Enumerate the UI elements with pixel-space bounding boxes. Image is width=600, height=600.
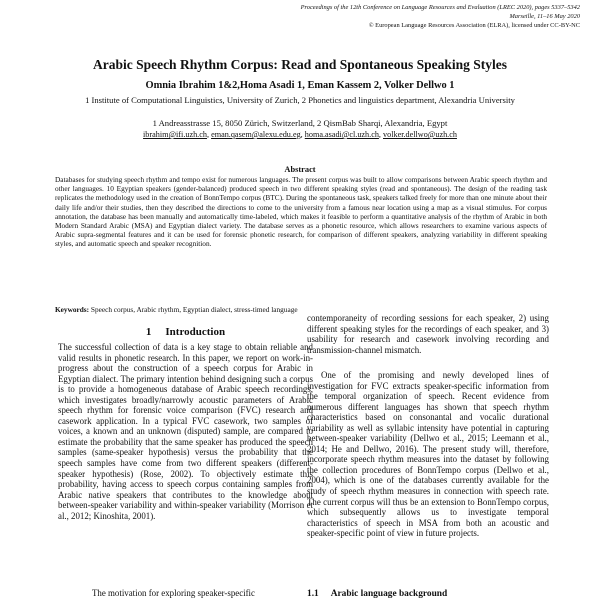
abstract-text: Databases for studying speech rhythm and tempo exist for numerous languages. The present corpus was built to allow comparisons between Arabic speech rhythm and other languages. 10 Egyptian speakers (gender-balanced) produced speech in two different speaking styles (read and spontaneous). The design of the reading task replicates the methodology used in the creation of BonnTempo corpus (BTC). During the spontaneous task, speakers talked freely for more than one minute about their daily life and/or their studies, then they described the directions to come to the university from a famous near location using a map as a visual stimulus. For corpus annotation, the database has been manually and automatically time-labeled, which makes it feasible to perform a quantitative analysis of the rhythm of Arabic in both Modern Standard Arabic (MSA) and Egyptian dialect variety. The database serves as a phonetic resource, which allows researchers to examine various aspects of Arabic supra-segmental features and it can be used for forensic phonetic research, for comparison of different speakers, analyzing variability in different speaking styles, and automatic speech and speaker recognition. — [55, 175, 547, 249]
abstract-heading: Abstract — [284, 165, 316, 174]
paper-title: Arabic Speech Rhythm Corpus: Read and Spontaneous Speaking Styles — [92, 57, 508, 72]
email-link-kassem[interactable]: eman.qasem@alexu.edu.eg — [211, 130, 301, 139]
section-heading-introduction — [58, 326, 313, 338]
email-link-asadi[interactable]: homa.asadi@cl.uzh.ch — [304, 130, 379, 139]
subsection-heading — [307, 589, 447, 599]
author-list: Omnia Ibrahim 1&2,Homa Asadi 1, Eman Kassem 2, Volker Dellwo 1 — [145, 80, 455, 91]
intro-left-paragraph-2: The motivation for exploring speaker-specific — [92, 588, 255, 598]
section-title: Introduction — [165, 326, 226, 338]
intro-left-paragraph: The successful collection of data is a key stage to obtain reliable and valid results in phonetic research. In this paper, we report on work-in-progress about the construction of a speech corpus for Arabic in Egyptian dialect. The primary intention behind designing such a corpus is to provide a homogeneous database of Arabic speech recordings, which investigates broadly/narrowly acoustic parameters of Arabic speech rhythm for forensic voice comparison (FVC) research and casework application. In a typical FVC casework, two samples of voices, a known and an unknown (disputed) sample, are compared to estimate the probability that the same speaker has produced the speech samples (same-speaker hypothesis) versus the probability that the speech samples have come from two different speakers (different-speaker hypothesis) (Rose, 2002). To objectively estimate this probability, having access to speech corpus containing samples from Arabic native speakers that contributes to the knowledge about between-speaker variability and within-speaker variability (Morrison et al., 2012; Kinoshita, 2001). — [58, 342, 313, 521]
section-number: 1 — [145, 326, 152, 338]
location-line: Marseille, 11–16 May 2020 — [509, 12, 580, 20]
license-line: © European Language Resources Association (ELRA), licensed under CC-BY-NC — [368, 21, 580, 29]
intro-right-paragraph-2: One of the promising and newly developed lines of investigation for FVC extracts speaker-specific information from the temporal organization of speech. Recent evidence from numerous different languages has shown that speech rhythm characteristics based on consonantal and vocalic durational variability as well as syllabic intensity have potential in capturing between-speaker variability (Dellwo et al., 2015; Leemann et al., 2014; He and Dellwo, 2016). The present study will, therefore, incorporate speech rhythm measures into the dataset by following the collection procedures of BonnTempo corpus (Dellwo et al., 2004), which is one of the databases currently available for the study of speech rhythm measures in connection with speech rate. The current corpus will thus be an extension to BonnTempo corpus, which subsequently allows us to investigate temporal characteristics of speech in MSA from both an acoustic and speaker-specific point of view in future projects. — [307, 370, 549, 539]
subsection-title: Arabic language background — [330, 589, 448, 599]
proceedings-header — [280, 4, 580, 30]
keywords-text: Speech corpus, Arabic rhythm, Egyptian dialect, stress-timed language — [90, 305, 298, 314]
affiliation-institutions: 1 Institute of Computational Linguistics, University of Zurich, 2 Phonetics and linguistics department, Alexandria University — [85, 95, 515, 105]
intro-right-paragraph-1: contemporaneity of recording sessions for each speaker, 2) using different speaking styles for the recordings of each speaker, and 3) usability for research and casework involving recording and transmission-channel mismatch. — [307, 313, 549, 355]
subsection-number: 1.1 — [307, 589, 319, 599]
email-link-dellwo[interactable]: volker.dellwo@uzh.ch — [383, 130, 457, 139]
email-link-ibrahim[interactable]: ibrahim@ifi.uzh.ch — [143, 130, 207, 139]
author-emails: ibrahim@ifi.uzh.ch, eman.qasem@alexu.edu.eg, homa.asadi@cl.uzh.ch, volker.dellwo@uzh.ch — [143, 130, 457, 139]
proceedings-line: Proceedings of the 12th Conference on Language Resources and Evaluation (LREC 2020), pages 5337–5342 — [300, 4, 580, 11]
affiliation-addresses: 1 Andreasstrasse 15, 8050 Zürich, Switzerland, 2 QismBab Sharqi, Alexandria, Egypt — [152, 118, 448, 128]
keywords-label: Keywords: — [55, 305, 90, 314]
